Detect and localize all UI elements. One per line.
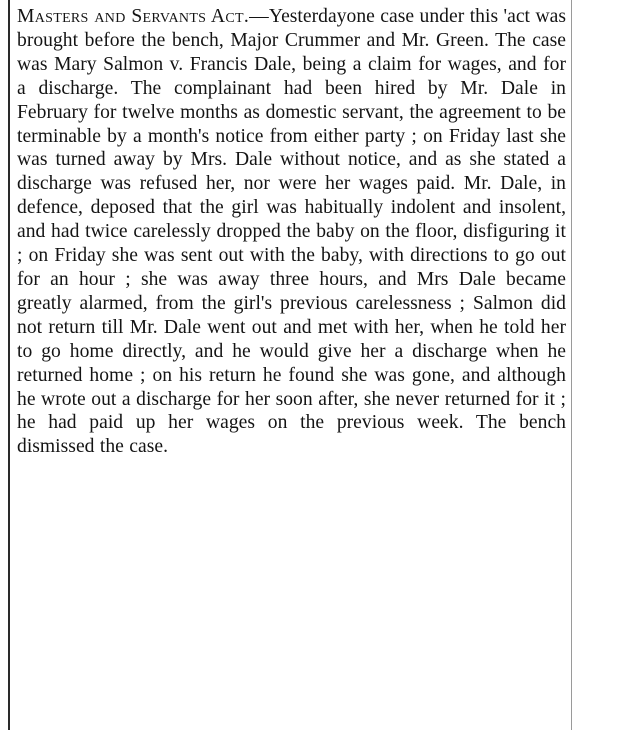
article-heading: Masters and Servants Act. [17,6,250,27]
article-body: Yesterdayone case under this 'act was brought before the bench, Major Crummer and Mr. Green. The case was Mary Salmon v. Francis Dale, being a claim for wages, and for a discharge. The complainant had been hired by Mr. Dale in February for twelve months as domestic servant, the agreement to be terminable by a month's notice from either party ; on Friday last she was turned away by Mrs. Dale without notice, and as she stated a discharge was refused her, nor were her wages paid. Mr. Dale, in defence, deposed that the girl was habitually indolent and insolent, and had twice carelessly dropped the baby on the floor, disfiguring it ; on Friday she was sent out with the baby, with directions to go out for an hour ; she was away three hours, and Mrs Dale became greatly alarmed, from the girl's previous carelessness ; Salmon did not return till Mr. Dale went out and met with her, when he told her to go home directly, and he would give her a discharge when he returned home ; on his return he found she was gone, and although he wrote out a discharge for her soon after, she never returned for it ; he had paid up her wages on the previous week. The bench dismissed the case. [17,6,566,458]
column-rule-left [8,0,10,730]
column-rule-right [571,0,572,730]
article-text [17,5,566,459]
heading-dash: — [249,6,269,27]
